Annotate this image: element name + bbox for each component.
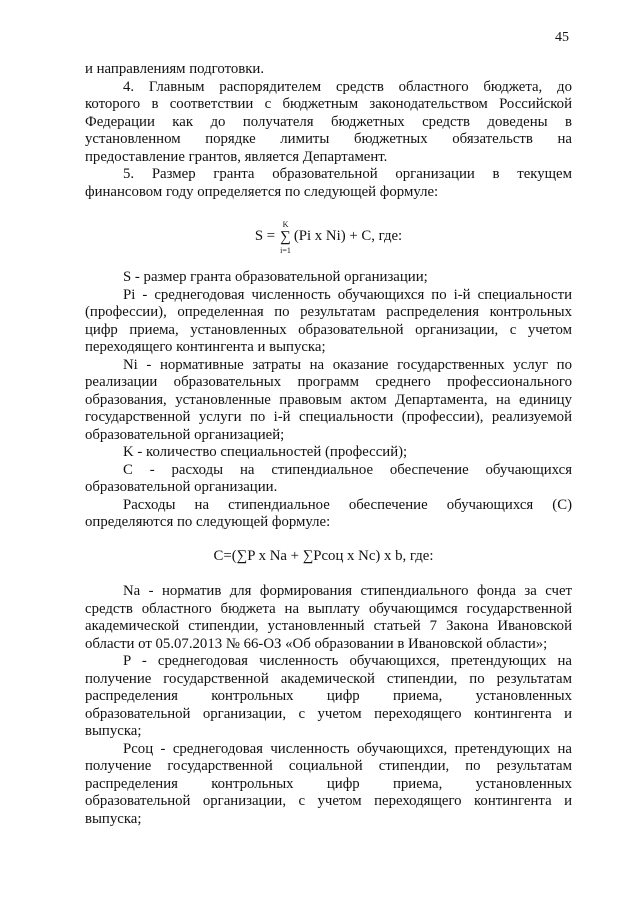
summation: [280, 220, 291, 255]
text-line: образовательной организации, с учетом переходящего контингента и: [85, 705, 572, 722]
text-line: переходящего контингента и выпуска;: [85, 339, 326, 355]
text-line: S - размер гранта образовательной организации;: [123, 269, 428, 285]
page-number: 45: [555, 30, 569, 45]
text-line: Pсоц - среднегодовая численность обучающихся, претендующих на: [123, 740, 572, 757]
text-line: Расходы на стипендиальное обеспечение обучающихся (C): [123, 496, 572, 513]
definitions-section: [85, 269, 572, 532]
formula-rhs: (Pi x Ni) + C, где:: [293, 228, 403, 245]
summation-sign: ∑: [280, 228, 291, 245]
definition-p: [85, 653, 572, 741]
text-line: определяются по следующей формуле:: [85, 514, 331, 530]
formula-lhs: S =: [254, 228, 276, 245]
paragraph-continuation: [85, 61, 572, 79]
text-line: средств областного бюджета на выплату обучающимся государственной: [85, 600, 572, 617]
definition-k: [85, 444, 572, 462]
text-line: C - расходы на стипендиальное обеспечение обучающихся: [123, 461, 572, 478]
text-line: образовательной организации, с учетом переходящего контингента и: [85, 793, 572, 809]
text-line: государственной услуги по i-й специальности (профессии), реализуемой: [85, 409, 572, 425]
text-line: (профессии), определенная по результатам распределения контрольных: [85, 304, 572, 320]
text-line: академической стипендии, установленный статьей 7 Закона Ивановской: [85, 618, 572, 634]
text-line: распределения контрольных цифр приема, установленных: [85, 688, 572, 704]
text-line: образовательной организацией;: [85, 426, 285, 443]
grant-formula: [85, 213, 572, 261]
text-line: распределения контрольных цифр приема, установленных: [85, 775, 572, 792]
text-line: 5. Размер гранта образовательной организации в текущем: [123, 166, 572, 182]
text-line: и направлениям подготовки.: [85, 61, 265, 77]
text-line: предоставление грантов, является Департамент.: [85, 148, 388, 165]
text-line: Na - норматив для формирования стипендиального фонда за счет: [123, 583, 572, 599]
text-line: 4. Главным распорядителем средств областного бюджета, до: [123, 78, 572, 95]
text-line: цифр приема, установленных образовательной организации, с учетом: [85, 321, 572, 338]
summation-lower-limit: i=1: [280, 245, 291, 255]
text-line: получение государственной академической стипендии, по результатам: [85, 670, 572, 687]
stipend-formula: C=(∑P x Na + ∑Pсоц x Nc) x b, где:: [213, 548, 434, 564]
text-line: получение государственной социальной стипендии, по результатам: [85, 758, 572, 774]
definition-psoc: [85, 741, 572, 829]
text-line: выпуска;: [85, 723, 142, 739]
text-line: области от 05.07.2013 № 66-ОЗ «Об образовании в Ивановской области»;: [85, 635, 548, 652]
text-line: реализации образовательных программ среднего профессионального: [85, 374, 572, 390]
text-line: выпуска;: [85, 810, 142, 827]
intro-section: [85, 61, 572, 201]
text-line: образовательной организации.: [85, 479, 278, 495]
text-line: установленном порядке лимиты бюджетных обязательств на: [85, 131, 572, 147]
paragraph-item-4: [85, 79, 572, 167]
definition-na: [85, 583, 572, 653]
text-line: Ni - нормативные затраты на оказание государственных услуг по: [123, 356, 572, 373]
summation-upper-limit: K: [282, 219, 289, 229]
text-line: которого в соответствии с бюджетным законодательством Российской: [85, 96, 572, 112]
definition-c: [85, 462, 572, 497]
text-line: P - среднегодовая численность обучающихся, претендующих на: [123, 653, 572, 669]
definition-pi: [85, 287, 572, 357]
paragraph-stipend-expenses: [85, 497, 572, 532]
text-line: финансовом году определяется по следующей формуле:: [85, 183, 439, 200]
text-line: K - количество специальностей (профессий);: [123, 444, 408, 460]
definition-ni: [85, 357, 572, 445]
text-line: Pi - среднегодовая численность обучающихся по i-й специальности: [123, 286, 572, 303]
paragraph-item-5: [85, 166, 572, 201]
definition-s: [85, 269, 572, 287]
text-line: Федерации как до получателя бюджетных средств доведены в: [85, 113, 572, 130]
text-line: образования, установленные правовым актом Департамента, на единицу: [85, 391, 572, 408]
stipend-definitions-section: [85, 583, 572, 828]
